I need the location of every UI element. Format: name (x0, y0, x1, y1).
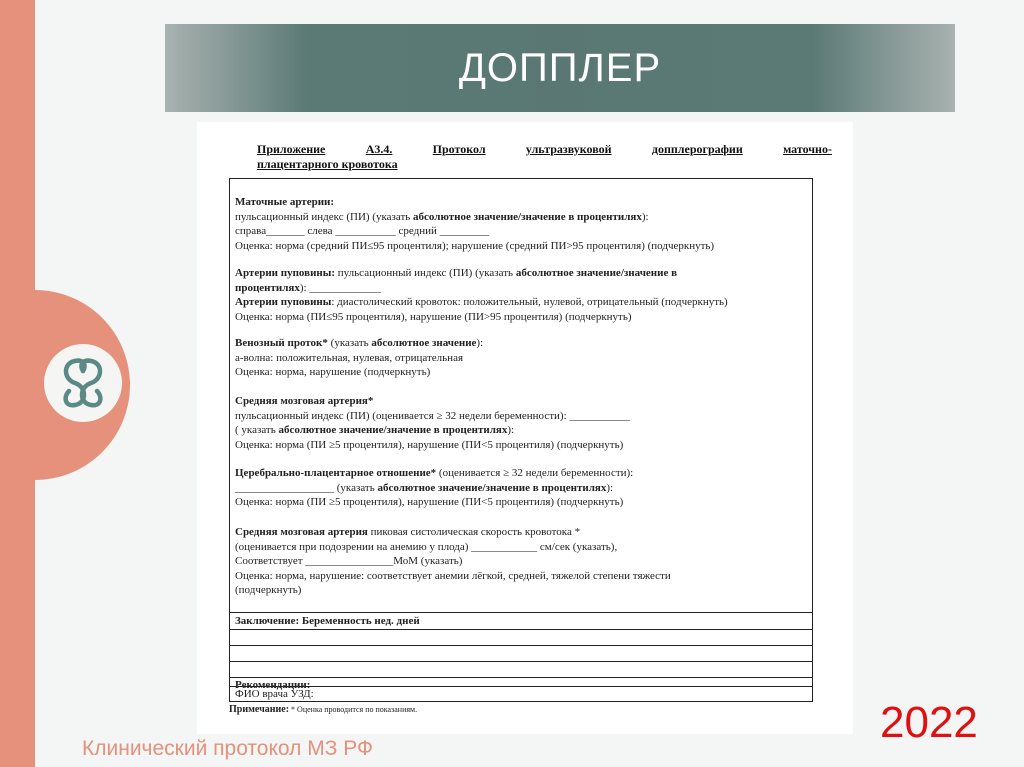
section-title-line (235, 525, 810, 540)
line-bold: абсолютное значение/значение в процентилях (278, 424, 508, 436)
conclusion-label: Заключение: Беременность нед. дней (235, 615, 420, 627)
section-title: Маточные артерии: (235, 196, 335, 208)
line-bold: абсолютное значение/значение в процентилях (413, 210, 642, 223)
section-title: Венозный проток* (235, 337, 328, 349)
heading-word: ультразвуковой (525, 142, 612, 156)
section-line (235, 224, 810, 239)
section-title: Средняя мозговая артерия (235, 526, 368, 538)
protocol-section (235, 266, 810, 324)
section-line (235, 554, 810, 569)
document-heading (257, 142, 832, 172)
section-line (235, 281, 810, 296)
heading-word: Протокол (432, 142, 486, 156)
section-line (235, 481, 810, 496)
section-title: Церебрально-плацентарное отношение* (235, 467, 437, 479)
section-title-emphasis: абсолютное значение (371, 337, 477, 349)
protocol-section (235, 394, 810, 452)
section-title-suffix: (оценивается ≥ 32 недели беременности): (436, 467, 634, 479)
section-line (235, 423, 810, 438)
line-pre: Соответствует ________________МоМ (указать) (235, 555, 463, 567)
protocol-section (235, 466, 810, 510)
heading-line2: плацентарного кровотока (257, 157, 398, 171)
note-label: Примечание: (229, 704, 290, 715)
line-bold: Артерии пуповины (235, 296, 332, 308)
section-line (235, 569, 810, 584)
line-post: ): (641, 210, 649, 223)
divider (230, 661, 812, 662)
line-pre: а-волна: положительная, нулевая, отрицательная (235, 351, 464, 364)
divider (230, 677, 812, 678)
line-pre: Оценка: норма (ПИ≤95 процентиля), нарушение (ПИ>95 процентиля) (подчеркнуть) (235, 310, 632, 323)
title-banner (165, 24, 955, 112)
section-title-emphasis: абсолютное значение/значение в (515, 267, 678, 279)
line-pre: Оценка: норма (ПИ ≥5 процентиля), нарушение (ПИ<5 процентиля) (подчеркнуть) (235, 438, 624, 451)
line-bold: процентилях (235, 281, 300, 294)
section-title-suffix: пульсационный индекс (ПИ) (указать (335, 267, 516, 279)
line-post: ): (507, 424, 515, 436)
divider (230, 645, 812, 646)
section-title-end: ): (476, 337, 484, 349)
line-post: ): _____________ (299, 281, 381, 294)
section-line (235, 210, 810, 225)
section-line (235, 438, 810, 453)
document-note (229, 704, 417, 715)
line-pre: (оценивается при подозрении на анемию у плода) ____________ см/сек (указать), (235, 540, 618, 553)
section-title: Средняя мозговая артерия* (235, 395, 374, 407)
section-line (235, 495, 810, 510)
line-post: ): (606, 481, 614, 494)
section-line (235, 583, 810, 598)
line-pre: Оценка: норма (ПИ ≥5 процентиля), нарушение (ПИ<5 процентиля) (подчеркнуть) (235, 496, 624, 508)
divider (230, 686, 812, 687)
doctor-label: ФИО врача УЗД: (235, 688, 314, 700)
section-line (235, 540, 810, 555)
logo-icon (53, 353, 113, 413)
divider (230, 612, 812, 613)
section-line (235, 351, 810, 366)
year-label: 2022 (880, 698, 978, 747)
line-pre: пульсационный индекс (ПИ) (указать (235, 210, 414, 223)
section-line (235, 239, 810, 254)
line-bold: абсолютное значение/значение в процентилях (377, 481, 607, 494)
section-line (235, 295, 810, 310)
line-pre: __________________ (указать (235, 481, 378, 494)
protocol-document (197, 122, 853, 734)
line-pre: Оценка: норма (средний ПИ≤95 процентиля); нарушение (средний ПИ>95 процентиля) (подчеркнуть) (235, 239, 715, 252)
section-title-suffix: пиковая систолическая скорость кровотока * (367, 526, 581, 538)
recommendations-label: Рекомендации: (235, 679, 311, 691)
section-title-line (235, 466, 810, 481)
section-line (235, 310, 810, 325)
line-pre: Оценка: норма, нарушение: соответствует анемии лёгкой, средней, тяжелой степени тяжести (235, 569, 671, 582)
line-pre: пульсационный индекс (ПИ) (оценивается ≥ 32 недели беременности): ___________ (235, 409, 630, 422)
section-line (235, 409, 810, 424)
line-pre: Оценка: норма, нарушение (подчеркнуть) (235, 366, 431, 378)
line-pre: справа_______ слева ___________ средний _________ (235, 225, 490, 237)
divider (230, 629, 812, 630)
note-text: * Оценка проводится по показаниям. (289, 705, 418, 714)
protocol-section (235, 525, 810, 598)
page-title: ДОППЛЕР (458, 45, 662, 90)
logo (44, 344, 122, 422)
protocol-section (235, 336, 810, 380)
line-pre: ( указать (235, 424, 279, 436)
section-line (235, 365, 810, 380)
protocol-section (235, 195, 810, 253)
heading-word: А3.4. (365, 142, 393, 156)
heading-word: допплерографии (651, 142, 743, 156)
heading-word: Приложение (257, 142, 326, 156)
protocol-table (229, 178, 813, 702)
section-title-line (235, 394, 810, 409)
section-title-line (235, 336, 810, 351)
line-post: : диастолический кровоток: положительный, нулевой, отрицательный (подчеркнуть) (331, 296, 728, 308)
line-pre: (подчеркнуть) (235, 584, 302, 596)
footer-caption: Клинический протокол МЗ РФ (82, 737, 373, 760)
section-title-suffix: (указать (327, 337, 372, 349)
heading-word: маточно- (783, 142, 832, 156)
section-title: Артерии пуповины: (235, 267, 336, 279)
section-title-line (235, 195, 810, 210)
section-title-line (235, 266, 810, 281)
